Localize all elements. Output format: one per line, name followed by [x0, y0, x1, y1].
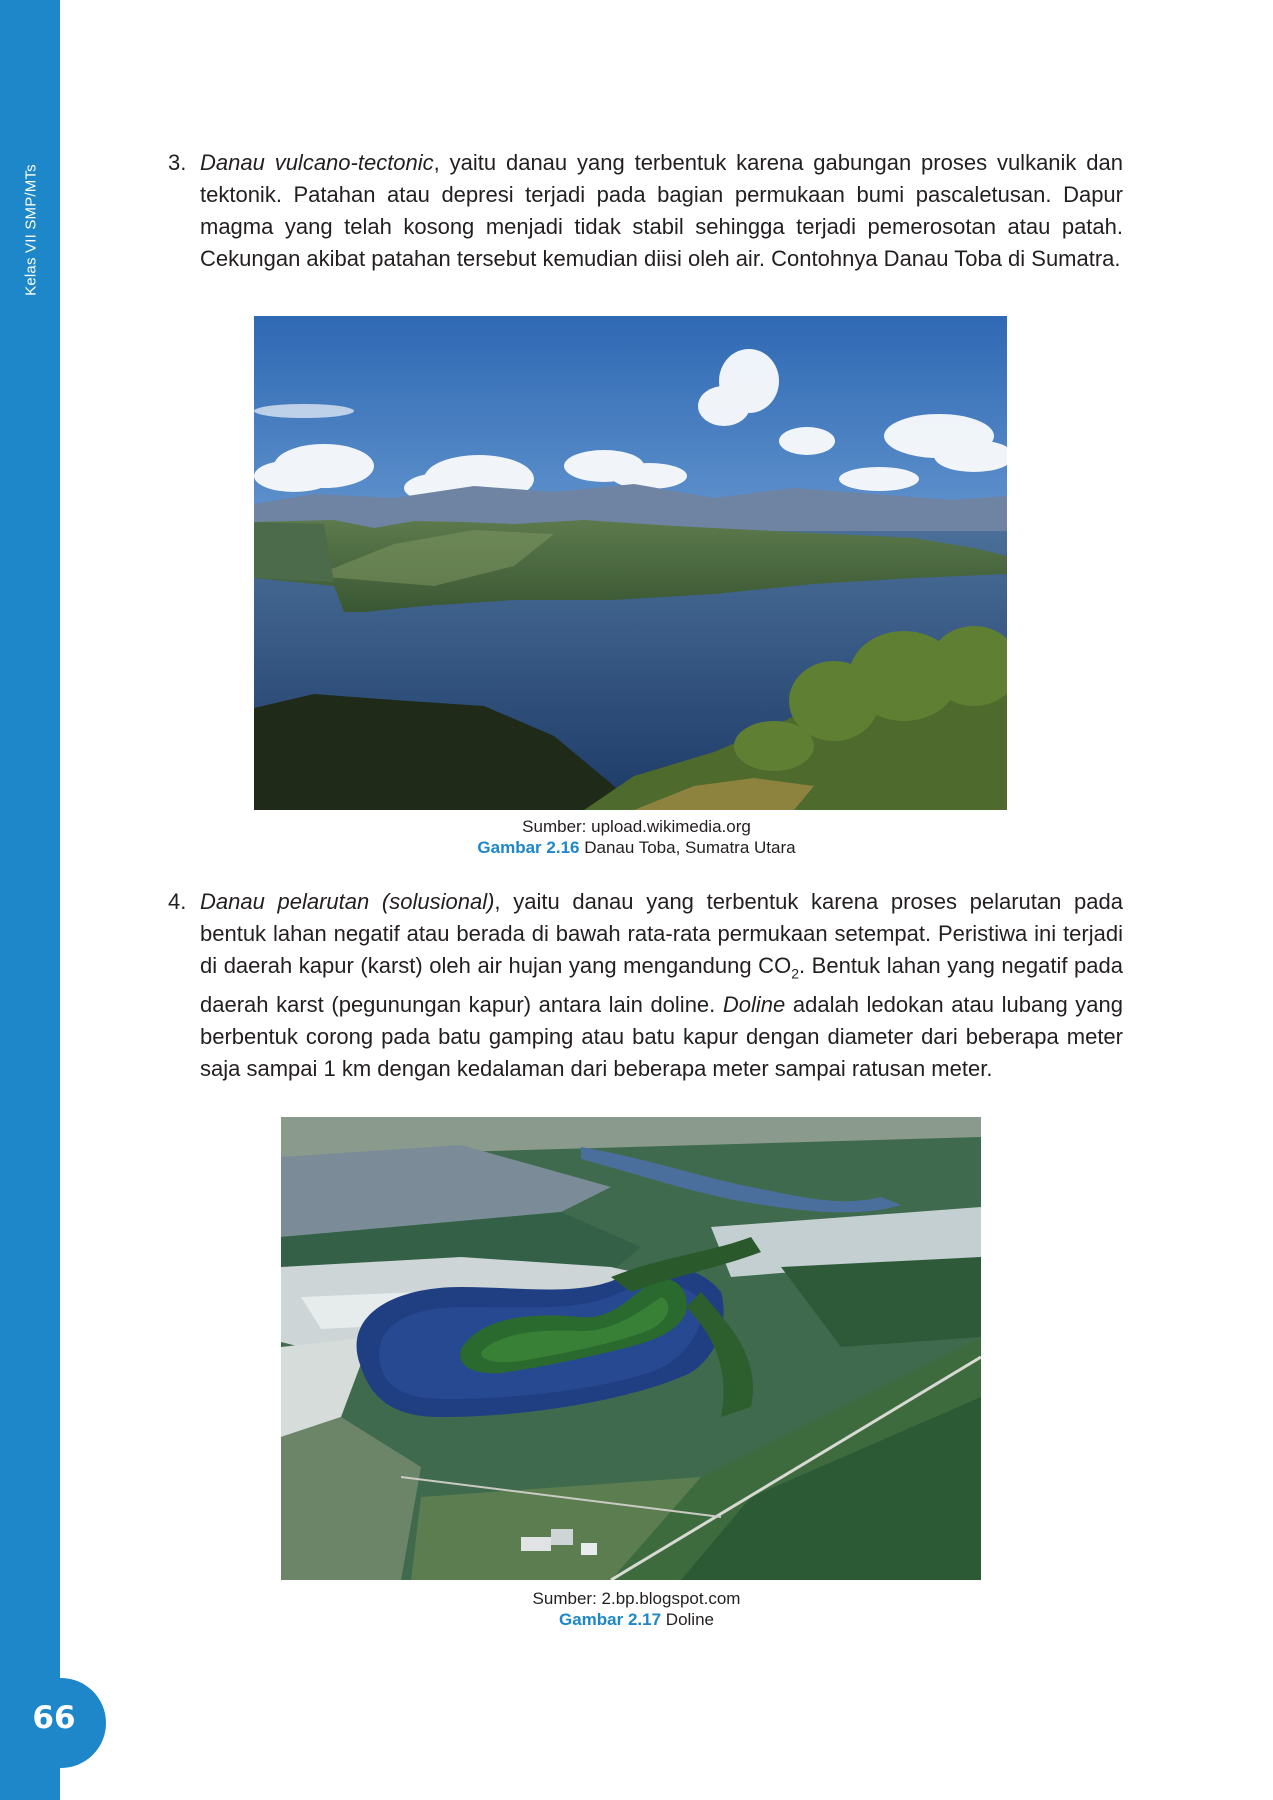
item-body	[200, 886, 1123, 1085]
book-label: Kelas VII SMP/MTs	[22, 164, 40, 296]
item-number: 3.	[168, 150, 187, 175]
list-item-3	[168, 147, 1123, 275]
subscript: 2	[791, 965, 799, 982]
figure-title-line	[0, 1609, 1273, 1630]
figure-danau-toba	[254, 316, 1007, 810]
list-item-4	[168, 886, 1123, 1085]
item-term: Doline	[722, 992, 786, 1018]
figure-caption-2	[0, 1588, 1273, 1630]
item-term: Danau pelarutan (solusional)	[200, 889, 495, 914]
figure-label: Gambar 2.16	[477, 838, 580, 857]
item-text: . Bentuk lahan yang negatif pada daerah karst (pegunungan kapur) antara lain doline.	[200, 953, 1123, 1018]
figure-title: Danau Toba, Sumatra Utara	[579, 838, 796, 857]
page-number: 66	[32, 1700, 76, 1736]
item-text: , yaitu danau yang terbentuk karena gabungan proses vulkanik dan tektonik. Patahan atau depresi terjadi pada bagian permukaan bumi pascaletusan. Dapur magma yang telah kosong menjadi tidak stabil sehingga terjadi pemerosotan atau patah. Cekungan akibat patahan tersebut kemudian diisi oleh air. Contohnya Danau Toba di Sumatra.	[200, 150, 1123, 271]
item-body	[200, 147, 1123, 275]
figure-title-line	[0, 837, 1273, 858]
item-term: Danau vulcano-tectonic	[200, 150, 434, 175]
item-text: , yaitu danau yang terbentuk karena proses pelarutan pada bentuk lahan negatif atau berada di bawah rata-rata permukaan setempat. Peristiwa ini terjadi di daerah kapur (karst) oleh air hujan yang mengandung CO	[200, 889, 1123, 978]
figure-caption-1	[0, 816, 1273, 858]
figure-label: Gambar 2.17	[559, 1610, 662, 1629]
figure-title: Doline	[661, 1610, 714, 1629]
figure-source: Sumber: 2.bp.blogspot.com	[532, 1589, 741, 1608]
item-text: adalah ledokan atau lubang yang berbentuk corong pada batu gamping atau batu kapur dengan diameter dari beberapa meter saja sampai 1 km dengan kedalaman dari beberapa meter sampai ratusan meter.	[200, 992, 1123, 1082]
figure-doline	[281, 1117, 981, 1580]
item-number: 4.	[168, 889, 187, 914]
figure-source: Sumber: upload.wikimedia.org	[522, 817, 751, 836]
